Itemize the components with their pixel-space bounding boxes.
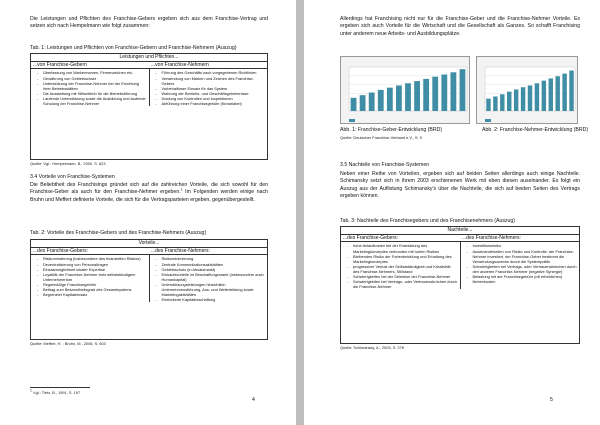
table1-col1-list: [34, 70, 147, 106]
table2-subheaders: [31, 248, 267, 255]
table-cell-item: - Auseinandertallen von Risiko und Kontrolle: der Franchise-Nehmer investiert, der Franchise-Geber bestimmt die Verwendungszwecke durch die Systempolitik: [473, 249, 578, 264]
table3: [340, 226, 580, 344]
table3-col2-head: ...des Franchise-Nehmers:: [462, 235, 521, 241]
chart-bar: [528, 85, 532, 111]
table1-header: Leistungen und Pflichten...: [31, 54, 267, 62]
chart-bar: [486, 99, 490, 111]
table-cell-item: - Überlassung von Markennamen, Firmenzeichen etc.: [43, 70, 147, 75]
figure2-caption: Abb. 2: Franchise-Nehmer-Entwicklung (BRD): [482, 127, 589, 133]
table-cell-item: - hohe Anlaufkosten bei der Entwicklung des Marketingkonzeptes verbunden mit hohen Risiken: [353, 243, 458, 253]
chart-bar: [387, 88, 393, 111]
legend-swatch: [485, 119, 491, 122]
table-cell-item: - Einkaufsvorteile im Beschaffungsmarkt (insbesondere auch Humankapital): [162, 272, 266, 282]
chart-bar: [360, 95, 366, 111]
intro-paragraph: Die Leistungen und Pflichten des Franchise-Gebers ergeben sich aus dem Franchise-Vertrag und setzen sich nach Hempelmann wie folgt zusammen:: [30, 16, 268, 30]
table3-caption: Tab. 3: Nachteile des Franchisegebers und des Franchisenehmers (Auszug): [340, 218, 516, 224]
table-cell-item: - Duldung von Kontrollen und Inspektionen: [162, 96, 266, 101]
table-cell-item: - Bleibendes Risiko der Fortentwicklung und Erhaltung des Marketingkonzeptes: [353, 254, 458, 264]
footnote: [30, 390, 80, 395]
chart-bar: [514, 89, 518, 111]
chart-franchise-nehmer: [476, 56, 578, 124]
chart-bar: [450, 72, 456, 111]
table2-col2-list: [153, 256, 266, 302]
table3-col1-head: ...des Franchise-Gebers:: [343, 235, 399, 241]
table-cell-item: - Führung des Geschäfts nach vorgegebenen Richtlinien: [162, 70, 266, 75]
footnote-number: 1: [30, 388, 32, 393]
section-3-5-title: 3.5 Nachteile von Franchise-Systemen: [340, 162, 430, 168]
table-cell-item: - Begrenzter Kapitaleinsatz: [43, 292, 147, 297]
chart-bar: [432, 77, 438, 111]
legend-swatch: [349, 119, 355, 122]
table-cell-item: - Wahrung der Betriebs- und Geschäftsgeheimnisse: [162, 91, 266, 96]
table-cell-item: - Einsatzmöglichkeit lokaler Expertise: [43, 267, 147, 272]
table2-col1-head: ...des Franchise-Gebers:: [33, 248, 89, 254]
page-number-left: 4: [252, 397, 255, 403]
chart-bar: [549, 78, 553, 111]
chart-bar: [460, 69, 466, 111]
table-cell-item: - Schwierigkeiten bei Vertrags- oder Vertrauensbrüchen durch die Franchise-Nehmer: [353, 279, 458, 289]
chart-bar: [351, 98, 357, 111]
table1-col1-head: ...von Franchise-Gebern: [33, 62, 87, 68]
chart-bar: [396, 85, 402, 111]
chart-bar: [535, 83, 539, 111]
table-cell-item: - Gewährung von Gebietsschutz: [43, 76, 147, 81]
chart1-svg: [341, 57, 471, 125]
table-cell-item: - Gebietsschutz (in Absatzmarkt): [162, 267, 266, 272]
footnote-mark: 1: [180, 187, 183, 192]
section-3-4-title: 3.4 Vorteile von Franchise-Systemen: [30, 174, 115, 180]
chart-bar: [562, 74, 566, 111]
table-cell-item: - Belastung mit der Franchisegebühr (oft erheblichen) Nebenkosten: [473, 274, 578, 284]
table-cell-item: - Laufende Unterstützung sowie die Ausbildung und laufende Schulung der Franchise-Nehmer: [43, 96, 147, 106]
chart-bar: [441, 74, 447, 111]
table-cell-item: - Risikominimierung: [162, 256, 266, 261]
table-cell-item: - Erleichterte Kapitalbeschaffung: [162, 297, 266, 302]
table-cell-item: - Beitrag zum Bekanntheitsgrad des Gesamtsystems: [43, 287, 147, 292]
table-cell-item: - Zentrale Kommunikationsaktivitäten: [162, 262, 266, 267]
table-cell-item: - Regelmäßige Franchisegebühr: [43, 282, 147, 287]
table1-subheaders: [31, 62, 267, 69]
table1-source: Quelle: Vgl.: Hempelmann, B., 2000, S. 623: [30, 161, 106, 166]
table2-caption: Tab. 2: Vorteile des Franchise-Gebers und des Franchise-Nehmers (Auszug): [30, 230, 207, 236]
vorteile-text-b: Im Folgenden werden einige nach Bruhn und Meffert definierte Vorteile, die sich für die Vertragsparteien ergeben, gegenübergestellt.: [30, 189, 268, 203]
figure1-caption: Abb. 1: Franchise-Geber-Entwicklung (BRD): [340, 127, 443, 133]
chart-bar: [423, 79, 429, 111]
table3-source: Quelle: Schimansky, A., 2003, S. 27ff: [340, 345, 404, 350]
table1-caption: Tab. 1: Leistungen und Pflichten von Franchise-Gebern und Franchise-Nehmern (Auszug): [30, 45, 237, 51]
chart-bar: [542, 81, 546, 111]
table2-source: Quelle: Meffert, H. ; Bruhn, M., 2006, S. 603: [30, 341, 106, 346]
chart-bar: [521, 87, 525, 111]
figure-source: Quelle: Deutscher Franchise-Verband e.V., S. 9: [340, 135, 422, 140]
table-cell-item: - Unterstützung der Franchise-Nehmer bei der Errichtung ihrer Betriebsstätten: [43, 81, 147, 91]
chart-bar: [569, 71, 573, 111]
table3-header: Nachteile...: [341, 227, 579, 235]
chart-bar: [414, 81, 420, 111]
table3-col2-list: [464, 243, 578, 284]
page-number-right: 5: [550, 397, 553, 403]
footnote-rule: [30, 387, 90, 388]
chart-bar: [507, 92, 511, 111]
table1: [30, 53, 268, 160]
table2-col1-list: [34, 256, 147, 297]
table-cell-item: - Dezentralisierung von Personalfragen: [43, 262, 147, 267]
table-cell-item: - Verwendung von Marken und Zeichen des Franchise-Gebers: [162, 76, 266, 86]
page-right: [304, 0, 600, 425]
table-cell-item: - Vorbehaltloser Einsatz für das System: [162, 86, 266, 91]
chart-bar: [555, 76, 559, 111]
nachteile-paragraph: Neben einer Reihe von Vorteilen, ergeben sich auf beiden Seiten allerdings auch einige Nachteile. Schimansky setzt sich in ihrem 2003 erschienenen Werk mit eben diesen auseinander. Es folgt ein Auszug aus der Auflistung Schimansky's über die Nachteile, die sich auf beiden Seiten des Vertrags ergeben können.: [340, 171, 580, 199]
chart-bar: [369, 93, 375, 111]
chart-bar: [378, 90, 384, 111]
table-cell-item: - Die Ausstattung mit Hilfsmitteln für die Betriebsführung: [43, 91, 147, 96]
chart-bar: [493, 96, 497, 111]
table-cell-item: - Risikominderung (insbesondere des finanziellen Risikos): [43, 256, 147, 261]
table-cell-item: - Schwierigkeiten bei Vertrags- oder Vertrauensbrüchen durch den anderen Franchise-Nehmer (negative Synergie): [473, 264, 578, 274]
chart-bar: [500, 94, 504, 111]
table-cell-item: - Loyalität der Franchise-Nehmer trotz selbstständigem Unternehmertum: [43, 272, 147, 282]
table2: [30, 239, 268, 340]
table-cell-item: - Unterstützungsleistungen hinsichtlich Unternehmensführung, Aus- und Weiterbildung sowie Marketingaktivitäten: [162, 282, 266, 297]
chart2-svg: [477, 57, 579, 125]
table-cell-item: - Schwierigkeiten bei der Selektion der Franchise-Nehmer: [353, 274, 458, 279]
footnote-text: Vgl.: Tietz, B., 1991, S. 197: [32, 390, 81, 395]
vorteile-paragraph: [30, 182, 268, 204]
table2-header: Vorteile...: [31, 240, 267, 248]
vorteile-text-a: Die Beliebtheit des Franchisings gründet sich auf die zahlreichen Vorteile, die sich sowohl für den Franchise-Geber als auch für den Franchise-Nehmer ergeben.: [30, 182, 268, 196]
table3-subheaders: [341, 235, 579, 242]
table2-col2-head: ...des Franchise-Nehmers:: [151, 248, 210, 254]
table1-col2-list: [153, 70, 266, 106]
page-gutter: [296, 0, 304, 425]
table-cell-item: - Abführung einer Franchisegebühr (fix/variabel): [162, 101, 266, 106]
table-cell-item: - progressiver Verlust der Selbstständigkeit und Kreativität des Franchise-Nehmers, Stillstand: [353, 264, 458, 274]
table3-col1-list: [344, 243, 458, 289]
intro-paragraph-right: Allerdings hat Franchising nicht nur für die Franchise-Geber und die Franchise-Nehmer Vorteile. Es ergeben sich auch Vorteile für die Wirtschaft und die Gesellschaft als Ganzes. So schafft Franchising unter anderem neue Arbeits- und Ausbildungsplätze.: [340, 16, 580, 37]
table1-col2-head: ...von Franchise-Nehmern: [151, 62, 209, 68]
chart-bar: [405, 83, 411, 111]
page-left: [0, 0, 296, 425]
table-cell-item: - Investitionsrisiko: [473, 243, 578, 248]
chart-franchise-geber: [340, 56, 470, 124]
